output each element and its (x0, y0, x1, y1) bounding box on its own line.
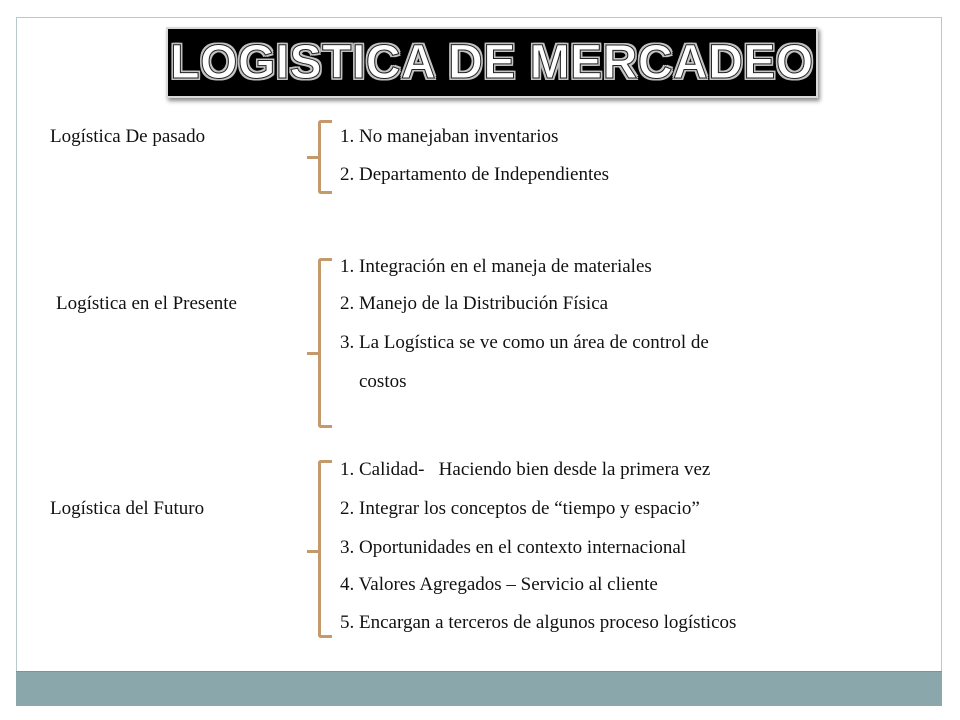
section-label-presente: Logística en el Presente (56, 293, 237, 314)
list-item: 3. Oportunidades en el contexto internacional (340, 537, 687, 558)
list-item: 1. Integración en el maneja de materiales (340, 256, 652, 277)
footer-band (16, 671, 942, 706)
list-item: 3. La Logística se ve como un área de control de (340, 332, 709, 353)
list-item: 2. Integrar los conceptos de “tiempo y espacio” (340, 498, 700, 519)
slide-frame (16, 17, 942, 705)
list-item: costos (359, 371, 407, 392)
list-item: 5. Encargan a terceros de algunos proceso logísticos (340, 612, 737, 633)
bracket-presente (318, 258, 332, 428)
title-banner (166, 27, 818, 98)
section-label-futuro: Logística del Futuro (50, 498, 205, 519)
bracket-futuro (318, 460, 332, 638)
list-item: 2. Manejo de la Distribución Física (340, 293, 609, 314)
section-label-pasado: Logística De pasado (50, 126, 206, 147)
list-item: 4. Valores Agregados – Servicio al cliente (340, 574, 658, 595)
slide-title: LOGISTICA DE MERCADEO (170, 36, 814, 89)
bracket-pasado (318, 120, 332, 194)
list-item: 1. No manejaban inventarios (340, 126, 559, 147)
list-item: 1. Calidad- Haciendo bien desde la primera vez (340, 459, 711, 480)
list-item: 2. Departamento de Independientes (340, 164, 610, 185)
